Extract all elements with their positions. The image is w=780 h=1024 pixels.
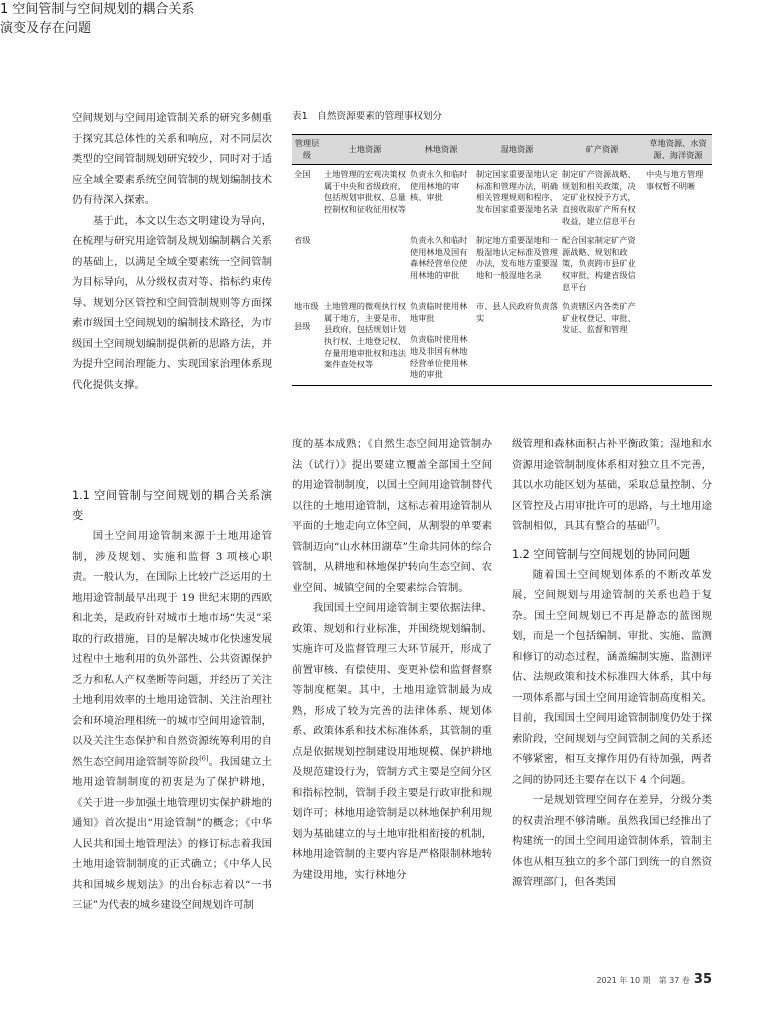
intro-paragraph-1: 空间规划与空间用途管制关系的研究多侧重于探究其总体性的关系和响应，对不同层次类型的空间管制规划研究较少，同时对于适应全域全要素系统空间管制的规划编制技术仍有待深入探索。	[72, 112, 272, 206]
table-cell	[322, 231, 408, 297]
header-cell: 矿产资源	[560, 135, 644, 165]
cell-text: 负责临时使用林地审批	[410, 301, 468, 323]
table-cell: 负责永久和临时使用林地的审核、审批	[410, 169, 468, 203]
level-cell	[292, 297, 322, 385]
resource-authority-table	[292, 134, 712, 386]
citation: [6]	[199, 754, 209, 763]
body-paragraph-1-1	[72, 526, 272, 916]
text-run: 。我国建立土地用途管制制度的初衷是为了保护耕地，《关于进一步加强土地管理切实保护耕地的通知》首次提出“用途管制”的概念；《中华人民共和国土地管理法》的修订标志着我国土地用途管制制度的正式确立；《中华人民共和国城乡规划法》的出台标志着以“一书三证”为代表的城乡建设空间规划许可制	[72, 755, 272, 911]
table-cell: 土地管理的微观执行权属于地方，主要是市、县政府，包括规划计划执行权、土地登记权、存量用地审批权和违法案件查处权等	[322, 297, 408, 385]
page-number: 35	[693, 972, 712, 987]
right-column	[512, 434, 712, 893]
section-1-heading-block	[0, 0, 200, 38]
text-run: 国土空间用途管制来源于土地用途管制，涉及规划、实施和监督 3 项核心职责。一般认为，在国际上比较广泛运用的土地用途管制最早出现于 19 世纪末期的西欧和北美，是政府针对城市土地市场“失灵”采取的行政措施，目的是解决城市化快速发展过程中土地利用的负外部性、公共资源保护乏力和私人产权垄断等问题，并经历了关注土地利用效率的土地用途管制、关注治理社会和环境治理相统一的城市空间用途管制，以及关注生态保护和自然资源统筹利用的自然生态空间用途管制等阶段	[72, 530, 272, 768]
table-cell: 配合国家制定矿产资源战略、规划和政策，负责跨市县矿业权审批，构建省级信息平台	[562, 235, 636, 292]
header-cell: 林地资源	[408, 135, 474, 165]
section-1-title: 1 空间管制与空间规划的耦合关系演变及存在问题	[0, 2, 195, 36]
body-paragraph: 随着国土空间规划体系的不断改革发展，空间规划与用途管制的关系也趋于复杂。国土空间规划已不再是静态的蓝图规划，而是一个包括编制、审批、实施、监测和修订的动态过程，涵盖编制实施、监测评估、法规政策和技术标准四大体系，其中每一项体系都与国土空间用途管制高度相关。目前，我国国土空间用途管制制度仍处于探索阶段，空间规划与空间管制之间的关系还不够紧密，相互支撑作用仍有待加强，两者之间的协同还主要存在以下 4 个问题。	[512, 568, 712, 786]
subsection-1-1-title: 1.1 空间管制与空间规划的耦合关系演变	[72, 489, 272, 522]
intro-paragraph-2: 基于此，本文以生态文明建设为导向，在梳理与研究用途管制及规划编制耦合关系的基础上，以满足全域全要素统一空间管制为目标导向，从分级权责对等、指标约束传导、规划分区管控和空间管制规则等方面探索市级国土空间规划的编制技术路径，为市级国土空间规划编制提供新的思路方法，并为提升空间治理能力、实现国家治理体系现代化提供支撑。	[72, 214, 272, 391]
text-run: 级管理和森林面积占补平衡政策；湿地和水资源用途管制制度体系相对独立且不完善，其以水功能区划为基础，采取总量控制、分区管控及占用审批许可的思路，与土地用途管制相似，具其有整合的基础	[512, 438, 712, 532]
left-column-top	[72, 108, 272, 395]
table-cell: 负责永久和临时使用林地及国有森林经营单位使用林地的审批	[410, 235, 468, 280]
body-paragraph: 一是规划管理空间存在差异，分级分类的权责治理不够清晰。虽然我国已经推出了构建统一的国土空间用途管制体系，管制主体也从相互独立的多个部门到统一的自然资源管理部门，但各类国	[512, 794, 712, 888]
table-cell: 负责辖区内各类矿产矿业权登记、审批、发证、监督和管理	[560, 297, 644, 385]
table-cell: 市、县人民政府负责落实	[474, 297, 560, 385]
text-run: 。	[656, 520, 667, 532]
header-cell: 草地资源、水资源、海洋资源	[644, 135, 712, 165]
table-row	[292, 297, 712, 385]
table-cell: 土地管理的宏观决策权属于中央和省级政府，包括规划审批权、总量控制权和征收征用权等	[324, 169, 406, 214]
page-footer	[594, 972, 712, 987]
table-cell	[644, 231, 712, 297]
body-paragraph: 我国国土空间用途管制主要依据法律、政策、规划和行业标准，并围绕规划编制、实施许可及监督管理三大环节展开，形成了前置审核、有偿使用、变更补偿和监督督察等制度框架。其中，土地用途管制最为成熟，形成了较为完善的法律体系、规划体系、政策体系和技术标准体系，其管制的重点是依据规划控制建设用地规模、保护耕地及规范建设行为，管制方式主要是空间分区和指标控制，管制手段主要是行政审批和规划许可；林地用途管制是以林地保护利用规划为基础建立的与土地审批相衔接的机制，林地用途管制的主要内容是严格限制林地转为建设用地，实行林地分	[292, 602, 492, 881]
table-1	[292, 108, 712, 386]
body-paragraph: 度的基本成熟；《自然生态空间用途管制办法（试行）》提出要建立覆盖全部国土空间的用途管制制度，以国土空间用途管制替代以往的土地用途管制，这标志着用途管制从平面的土地走向立体空间，从割裂的单要素管制迈向“山水林田湖草”生命共同体的综合管制，从耕地和林地保护转向生态空间、农业空间、城镇空间的全要素综合管制。	[292, 438, 492, 594]
table-caption: 表1 自然资源要素的管理事权划分	[292, 111, 443, 122]
table-cell: 中央与地方管理事权暂不明晰	[646, 169, 704, 191]
table-row	[292, 165, 712, 231]
header-cell: 土地资源	[322, 135, 408, 165]
table-cell: 制定国家重要湿地认定标准和管理办法，明确相关管理规则和程序，发布国家重要湿地名录	[476, 169, 558, 214]
middle-column	[292, 434, 492, 885]
level-label-county: 县级	[294, 320, 311, 331]
issue-info: 2021 年 10 期 第 37 卷	[596, 976, 690, 985]
citation: [7]	[647, 518, 657, 527]
body-paragraph	[512, 434, 712, 537]
header-cell: 湿地资源	[474, 135, 560, 165]
table-cell: 制定矿产资源战略、规划和相关政策，决定矿业权授予方式，直接收取矿产所有权收益，建立信息平台	[562, 169, 636, 226]
table-cell: 制定地方重要湿地和一般湿地认定标准及管理办法，发布地方重要湿地和一般湿地名录	[476, 235, 558, 280]
table-header-row	[292, 135, 712, 165]
table-cell	[644, 297, 712, 385]
table-row	[292, 231, 712, 297]
level-label-city: 地市级	[294, 301, 319, 312]
table-cell	[408, 297, 474, 385]
left-column-bottom	[72, 486, 272, 916]
header-cell: 管理层级	[292, 135, 322, 165]
level-cell: 省级	[294, 235, 311, 246]
level-cell: 全国	[294, 169, 311, 180]
cell-text: 负责临时使用林地及非国有林地经营单位使用林地的审批	[410, 334, 468, 380]
subsection-1-2-title: 1.2 空间管制与空间规划的协同问题	[512, 547, 690, 561]
